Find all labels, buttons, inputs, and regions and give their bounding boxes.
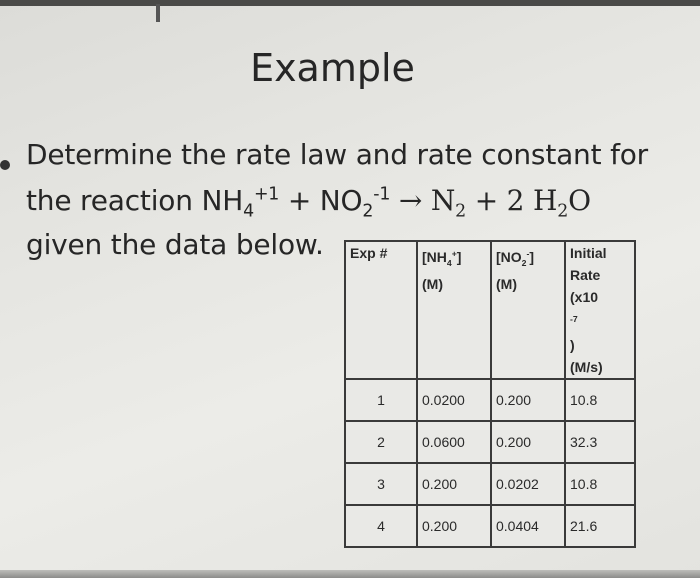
cell-no2: 0.200 [491, 379, 565, 421]
cell-no2: 0.0202 [491, 463, 565, 505]
cell-exp: 2 [345, 421, 417, 463]
cell-exp: 1 [345, 379, 417, 421]
rate-data-table [344, 240, 636, 548]
cell-rate: 21.6 [565, 505, 635, 547]
no2-charge: -1 [373, 184, 391, 205]
water-tail: O [568, 184, 591, 217]
top-tick-mark [156, 4, 160, 22]
bullet-dot-icon [0, 160, 10, 170]
cell-nh4: 0.0200 [417, 379, 491, 421]
nh4-charge: +1 [253, 184, 280, 205]
top-border-rule [0, 0, 700, 6]
table-row [345, 421, 635, 463]
cell-nh4: 0.200 [417, 505, 491, 547]
cell-no2: 0.0404 [491, 505, 565, 547]
table-row [345, 463, 635, 505]
cell-exp: 4 [345, 505, 417, 547]
header-no2-unit: (M) [496, 276, 517, 293]
plus-no2: + NO [279, 184, 363, 217]
cell-exp: 3 [345, 463, 417, 505]
header-rate-line2: Rate [570, 267, 601, 283]
h2o-subscript: 2 [557, 201, 569, 222]
header-rate-line3: (x10 $^{-7}$ ) [570, 289, 599, 353]
header-nh4 [417, 241, 491, 379]
cell-rate: 10.8 [565, 379, 635, 421]
header-nh4-unit: (M) [422, 276, 443, 293]
header-rate [565, 241, 635, 379]
table-header-row [345, 241, 635, 379]
cell-nh4: 0.0600 [417, 421, 491, 463]
header-rate-line4: (M/s) [570, 358, 603, 375]
bottom-edge [0, 570, 700, 578]
reaction-line [26, 184, 591, 222]
header-exp [345, 241, 417, 379]
cell-rate: 10.8 [565, 463, 635, 505]
cell-nh4: 0.200 [417, 463, 491, 505]
n2-subscript: 2 [455, 201, 466, 222]
plus-water: + 2 H [466, 184, 558, 217]
header-no2-label: $[NO_2^-]$ [496, 248, 535, 268]
header-no2 [491, 241, 565, 379]
table-row [345, 505, 635, 547]
slide-title: Example [250, 46, 415, 90]
no2-subscript: 2 [362, 201, 374, 222]
arrow-n2: → N [390, 184, 456, 217]
header-rate-line1: Initial [570, 245, 607, 261]
bullet-line-1: Determine the rate law and rate constant for [26, 138, 648, 171]
cell-rate: 32.3 [565, 421, 635, 463]
cell-no2: 0.200 [491, 421, 565, 463]
reaction-prefix: the reaction NH [26, 184, 244, 217]
bullet-line-3: given the data below. [26, 228, 324, 261]
header-exp-label: Exp # [350, 245, 388, 261]
table-row [345, 379, 635, 421]
nh4-subscript: 4 [243, 201, 254, 222]
header-nh4-label: $[NH_4^+]$ [422, 248, 462, 268]
